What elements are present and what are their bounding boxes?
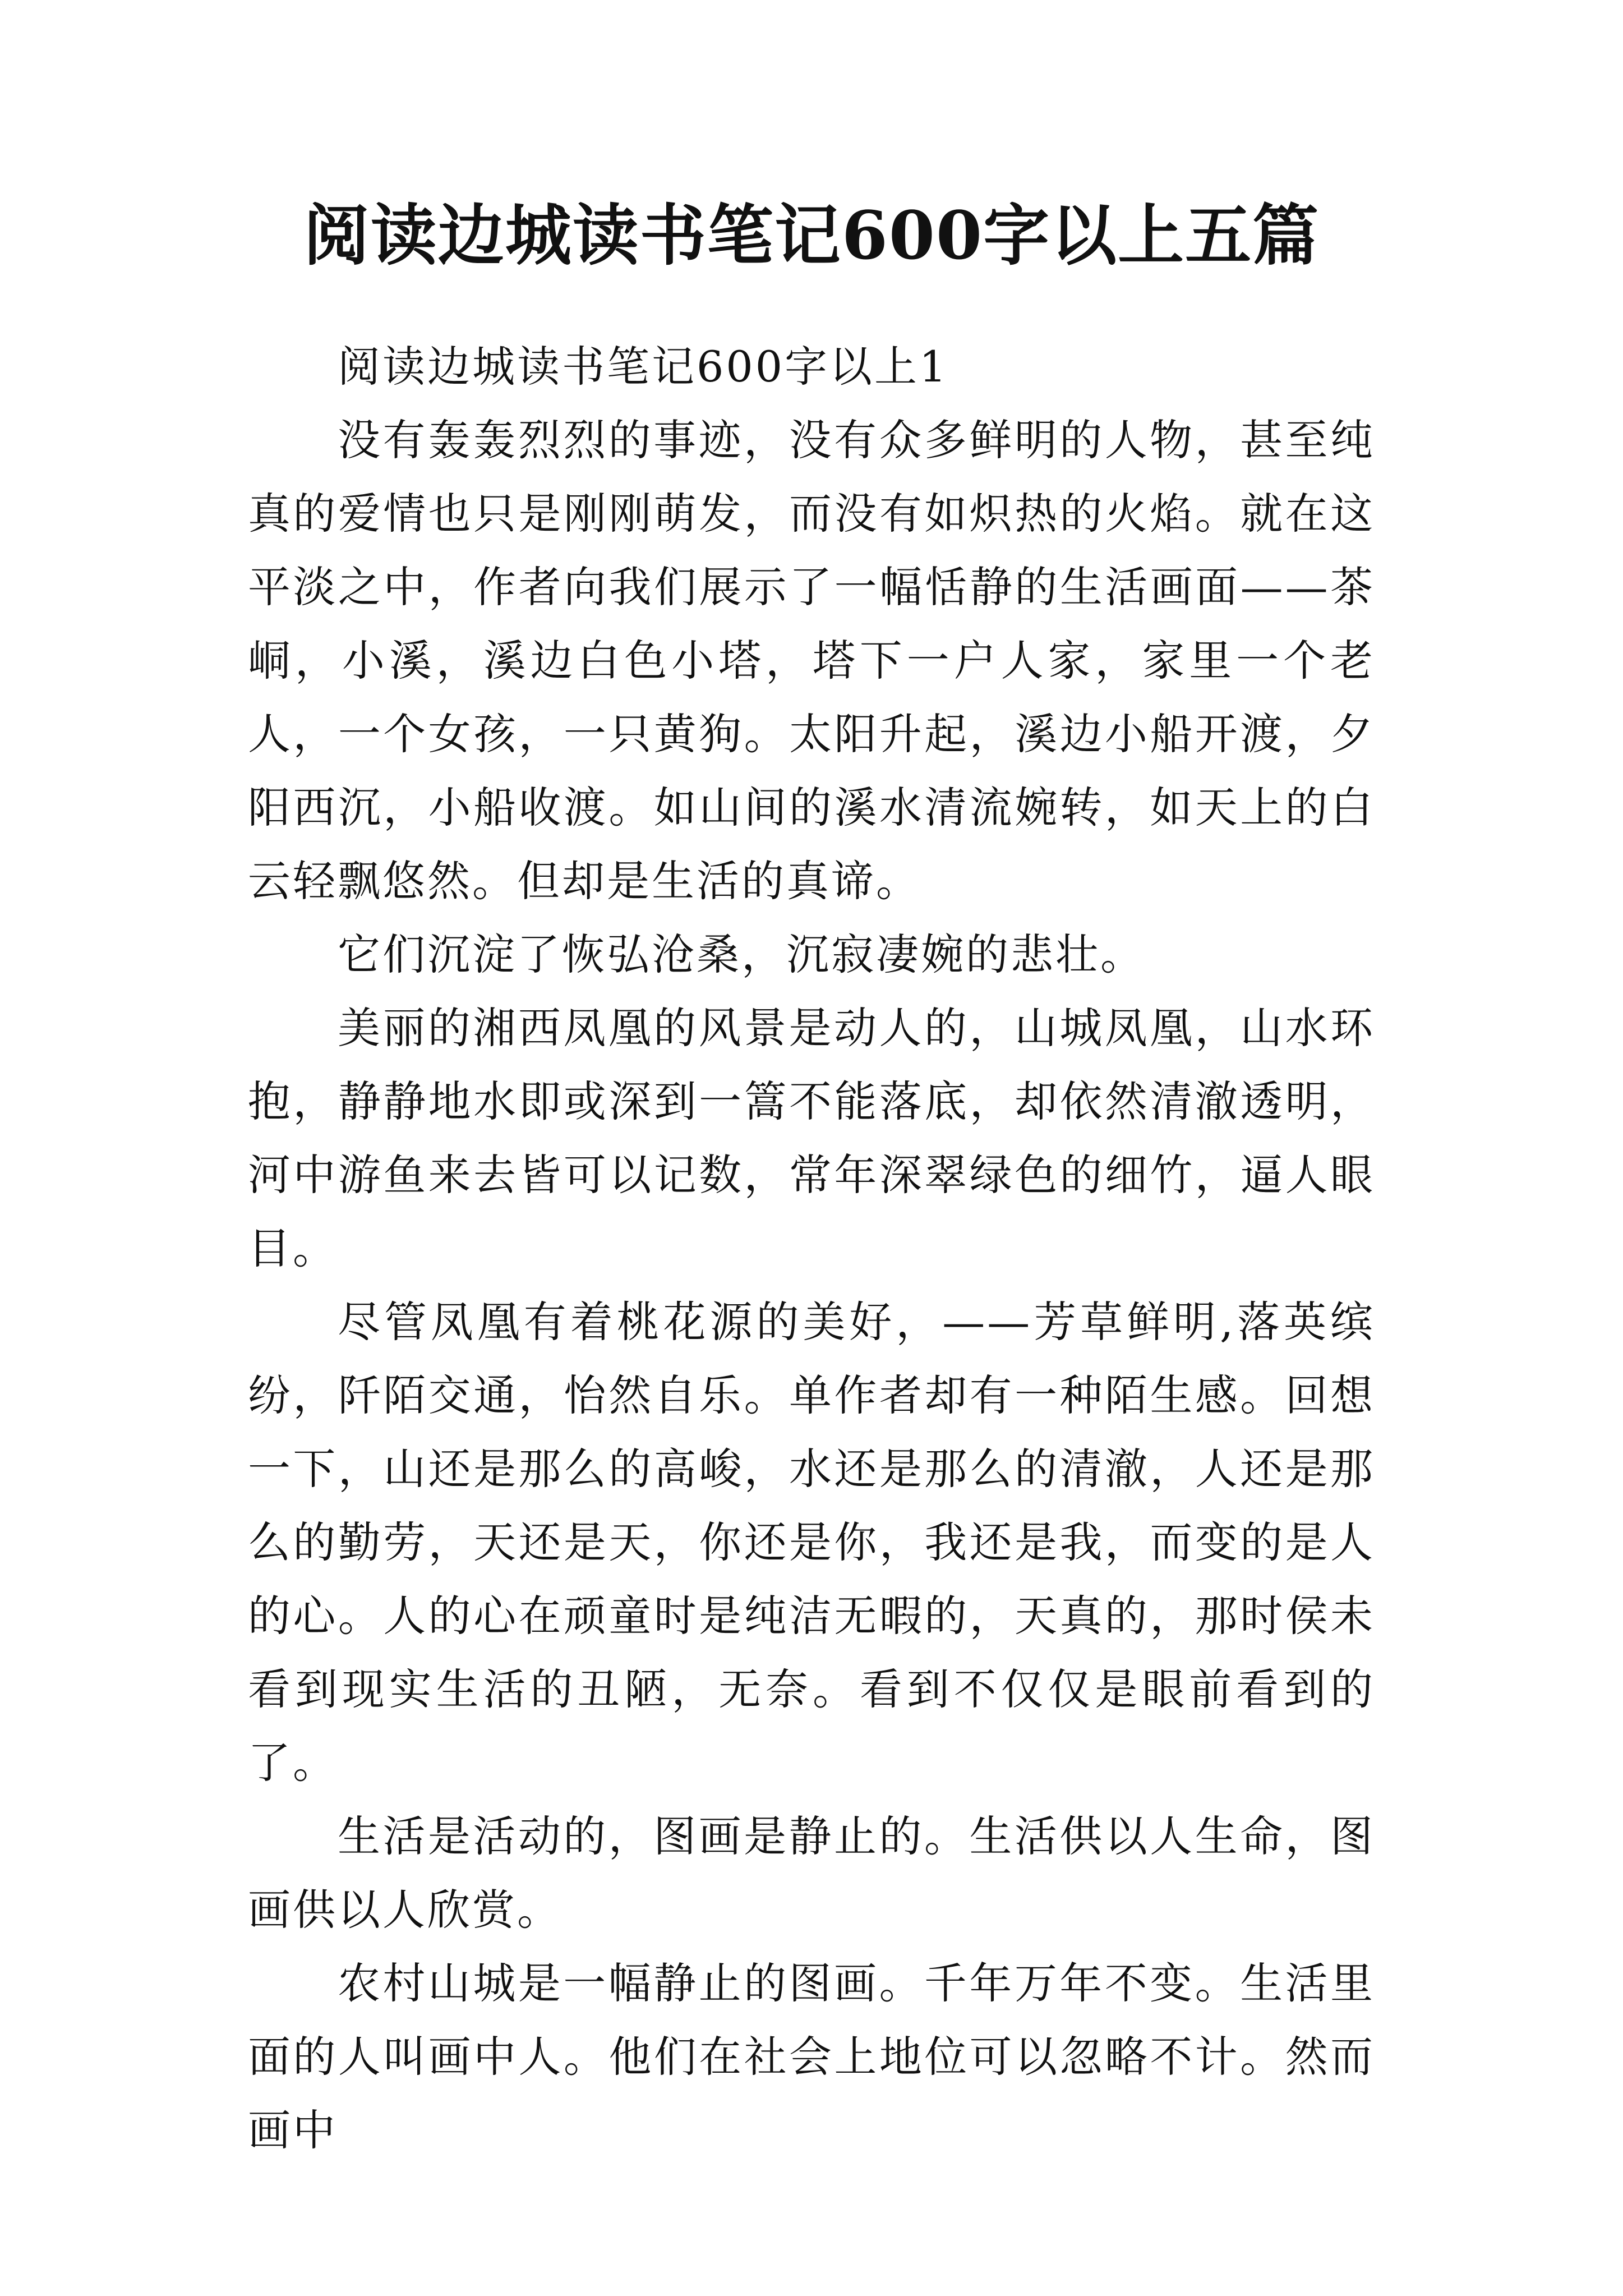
document-body bbox=[248, 330, 1375, 2167]
document-title: 阅读边城读书笔记600字以上五篇 bbox=[303, 196, 1320, 274]
section-heading: 阅读边城读书笔记600字以上1 bbox=[338, 342, 949, 392]
paragraph-1: 没有轰轰烈烈的事迹，没有众多鲜明的人物，甚至纯真的爱情也只是刚刚萌发，而没有如炽热的火焰。就在这平淡之中，作者向我们展示了一幅恬静的生活画面——茶峒，小溪，溪边白色小塔，塔下一户人家，家里一个老人，一个女孩，一只黄狗。太阳升起，溪边小船开渡，夕阳西沉，小船收渡。如山间的溪水清流婉转，如天上的白云轻飘悠然。但却是生活的真谛。 bbox=[248, 415, 1375, 906]
paragraph-3: 美丽的湘西凤凰的风景是动人的，山城凤凰，山水环抱，静静地水即或深到一篙不能落底，却依然清澈透明，河中游鱼来去皆可以记数，常年深翠绿色的细竹，逼人眼目。 bbox=[248, 1003, 1375, 1273]
paragraph-4: 尽管凤凰有着桃花源的美好，——芳草鲜明,落英缤纷，阡陌交通，怡然自乐。单作者却有一种陌生感。回想一下，山还是那么的高峻，水还是那么的清澈，人还是那么的勤劳，天还是天，你还是你，我还是我，而变的是人的心。人的心在顽童时是纯洁无暇的，天真的，那时侯未看到现实生活的丑陋，无奈。看到不仅仅是眼前看到的了。 bbox=[248, 1297, 1375, 1788]
paragraph-6: 农村山城是一幅静止的图画。千年万年不变。生活里面的人叫画中人。他们在社会上地位可以忽略不计。然而画中 bbox=[248, 1958, 1375, 2155]
paragraph-2: 它们沉淀了恢弘沧桑，沉寂凄婉的悲壮。 bbox=[338, 930, 1145, 979]
paragraph-5: 生活是活动的，图画是静止的。生活供以人生命，图画供以人欣赏。 bbox=[248, 1811, 1375, 1935]
